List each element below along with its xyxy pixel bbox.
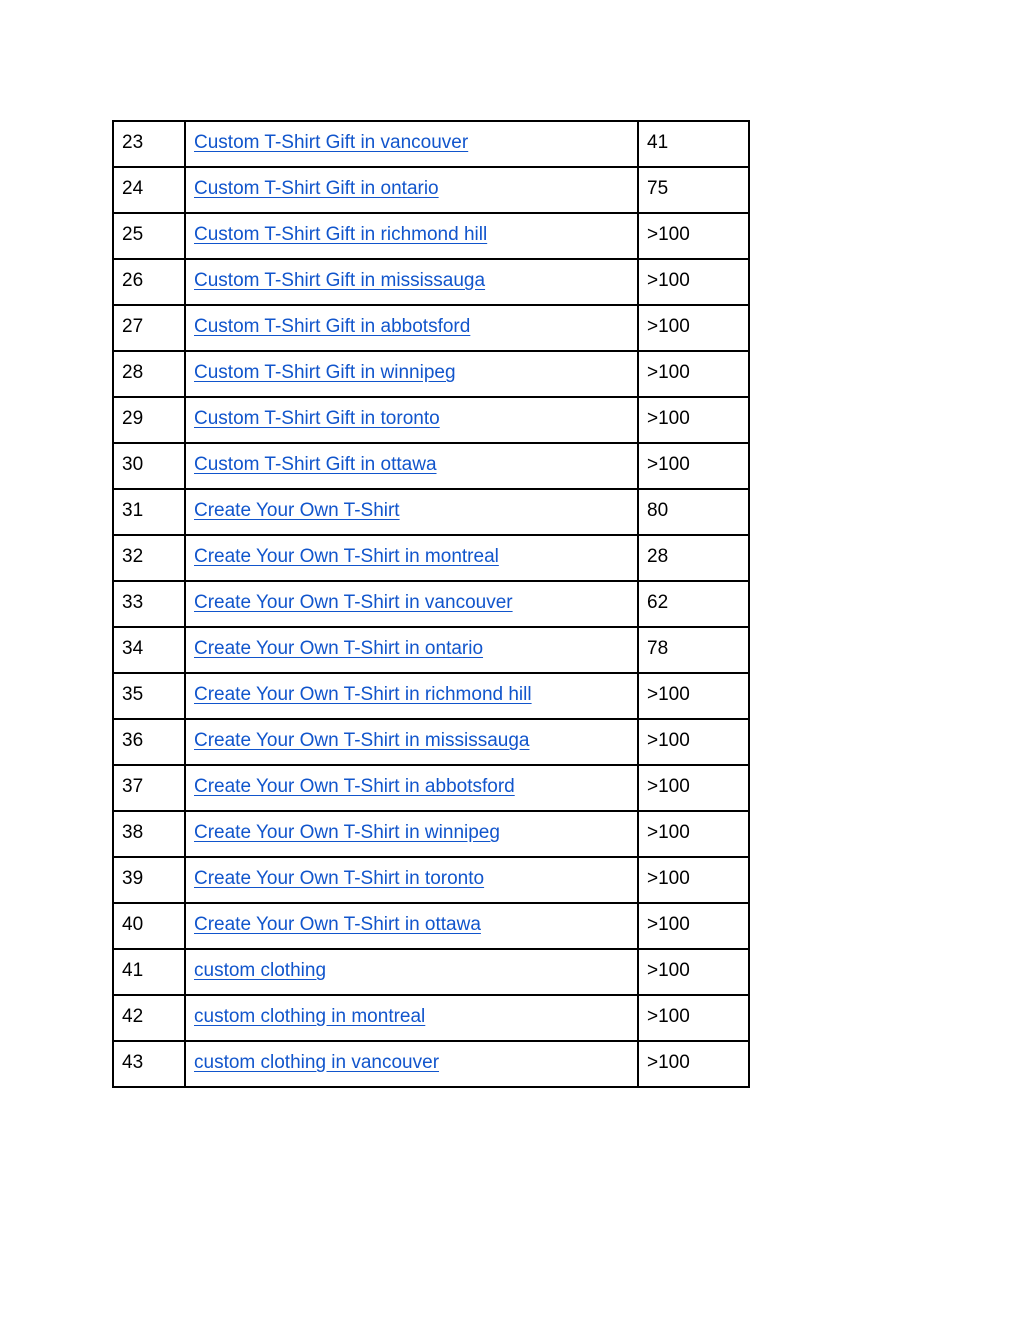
row-number-cell (113, 535, 185, 581)
keyword-link[interactable]: Create Your Own T-Shirt in montreal (194, 546, 499, 567)
keyword-cell-content (194, 904, 629, 936)
table-row (113, 305, 749, 351)
keyword-link[interactable]: Custom T-Shirt Gift in ontario (194, 178, 439, 199)
keyword-link[interactable]: Create Your Own T-Shirt (194, 500, 400, 521)
row-number: 43 (122, 1052, 144, 1073)
keyword-cell (185, 1041, 638, 1087)
keyword-cell (185, 121, 638, 167)
keyword-cell-content (194, 260, 629, 292)
keyword-link[interactable]: Create Your Own T-Shirt in richmond hill (194, 684, 532, 705)
rank-value: >100 (647, 408, 690, 429)
keyword-cell (185, 535, 638, 581)
rank-value: >100 (647, 454, 690, 475)
keyword-cell-content (194, 122, 629, 154)
keyword-link[interactable]: custom clothing in montreal (194, 1006, 426, 1027)
rank-value: 78 (647, 638, 669, 659)
keyword-cell (185, 397, 638, 443)
row-number: 36 (122, 730, 144, 751)
keyword-link[interactable]: Create Your Own T-Shirt in ottawa (194, 914, 481, 935)
rank-cell (638, 627, 749, 673)
keyword-cell (185, 443, 638, 489)
table-row (113, 397, 749, 443)
keyword-cell-content (194, 1042, 629, 1074)
keyword-link[interactable]: Custom T-Shirt Gift in mississauga (194, 270, 486, 291)
table-row (113, 535, 749, 581)
rank-value: >100 (647, 1052, 690, 1073)
row-number: 31 (122, 500, 144, 521)
row-number: 29 (122, 408, 144, 429)
row-number: 30 (122, 454, 144, 475)
table-row (113, 857, 749, 903)
rank-cell (638, 581, 749, 627)
rank-value: >100 (647, 960, 690, 981)
keyword-cell (185, 949, 638, 995)
rank-cell (638, 167, 749, 213)
table-row (113, 995, 749, 1041)
rank-cell (638, 443, 749, 489)
rank-value: >100 (647, 822, 690, 843)
keyword-cell (185, 581, 638, 627)
row-number-cell (113, 903, 185, 949)
row-number: 39 (122, 868, 144, 889)
keyword-cell (185, 627, 638, 673)
row-number: 42 (122, 1006, 144, 1027)
rank-cell (638, 213, 749, 259)
table-body (113, 121, 749, 1087)
row-number-cell (113, 351, 185, 397)
keyword-link[interactable]: Custom T-Shirt Gift in abbotsford (194, 316, 471, 337)
rank-cell (638, 1041, 749, 1087)
keyword-link[interactable]: Create Your Own T-Shirt in mississauga (194, 730, 530, 751)
rank-cell (638, 121, 749, 167)
table-row (113, 765, 749, 811)
keyword-link[interactable]: Create Your Own T-Shirt in toronto (194, 868, 485, 889)
keyword-link[interactable]: Custom T-Shirt Gift in vancouver (194, 132, 469, 153)
keyword-cell-content (194, 306, 629, 338)
rank-value: >100 (647, 914, 690, 935)
keyword-cell-content (194, 858, 629, 890)
table-row (113, 121, 749, 167)
keyword-link[interactable]: Create Your Own T-Shirt in ontario (194, 638, 484, 659)
keyword-cell-content (194, 214, 629, 246)
rank-cell (638, 305, 749, 351)
keyword-cell (185, 673, 638, 719)
keyword-cell (185, 719, 638, 765)
row-number-cell (113, 857, 185, 903)
row-number-cell (113, 811, 185, 857)
rank-cell (638, 765, 749, 811)
keyword-cell-content (194, 996, 629, 1028)
keyword-cell (185, 765, 638, 811)
row-number-cell (113, 673, 185, 719)
keyword-cell (185, 811, 638, 857)
keyword-ranking-table (112, 120, 750, 1088)
row-number: 23 (122, 132, 144, 153)
keyword-cell-content (194, 720, 629, 752)
row-number-cell (113, 305, 185, 351)
rank-cell (638, 903, 749, 949)
row-number: 25 (122, 224, 144, 245)
keyword-cell (185, 995, 638, 1041)
row-number-cell (113, 259, 185, 305)
table-row (113, 351, 749, 397)
row-number-cell (113, 167, 185, 213)
rank-value: 80 (647, 500, 669, 521)
keyword-cell (185, 489, 638, 535)
table-row (113, 673, 749, 719)
rank-value: 62 (647, 592, 669, 613)
row-number-cell (113, 765, 185, 811)
keyword-cell-content (194, 582, 629, 614)
row-number: 38 (122, 822, 144, 843)
row-number-cell (113, 213, 185, 259)
rank-cell (638, 995, 749, 1041)
row-number-cell (113, 995, 185, 1041)
rank-cell (638, 259, 749, 305)
rank-cell (638, 673, 749, 719)
row-number: 37 (122, 776, 144, 797)
rank-value: >100 (647, 868, 690, 889)
keyword-link[interactable]: Custom T-Shirt Gift in toronto (194, 408, 440, 429)
row-number-cell (113, 443, 185, 489)
table-row (113, 627, 749, 673)
keyword-cell-content (194, 812, 629, 844)
keyword-cell-content (194, 444, 629, 476)
row-number-cell (113, 121, 185, 167)
keyword-cell-content (194, 536, 629, 568)
keyword-link[interactable]: Create Your Own T-Shirt in vancouver (194, 592, 513, 613)
keyword-cell (185, 351, 638, 397)
table-row (113, 719, 749, 765)
rank-value: >100 (647, 316, 690, 337)
table-row (113, 949, 749, 995)
keyword-cell-content (194, 674, 629, 706)
row-number-cell (113, 949, 185, 995)
keyword-link[interactable]: Custom T-Shirt Gift in ottawa (194, 454, 437, 475)
keyword-cell-content (194, 168, 629, 200)
keyword-link[interactable]: Create Your Own T-Shirt in abbotsford (194, 776, 515, 797)
rank-cell (638, 397, 749, 443)
row-number-cell (113, 1041, 185, 1087)
row-number: 35 (122, 684, 144, 705)
rank-cell (638, 535, 749, 581)
row-number-cell (113, 581, 185, 627)
rank-cell (638, 949, 749, 995)
keyword-cell-content (194, 766, 629, 798)
table-row (113, 213, 749, 259)
row-number: 33 (122, 592, 144, 613)
row-number-cell (113, 397, 185, 443)
keyword-cell-content (194, 490, 629, 522)
keyword-cell (185, 857, 638, 903)
rank-value: >100 (647, 684, 690, 705)
keyword-cell-content (194, 398, 629, 430)
keyword-cell (185, 213, 638, 259)
keyword-cell (185, 305, 638, 351)
row-number: 28 (122, 362, 144, 383)
rank-cell (638, 857, 749, 903)
table-row (113, 581, 749, 627)
keyword-cell-content (194, 950, 629, 982)
rank-value: >100 (647, 730, 690, 751)
row-number: 24 (122, 178, 144, 199)
rank-cell (638, 351, 749, 397)
row-number: 40 (122, 914, 144, 935)
rank-value: >100 (647, 224, 690, 245)
rank-value: 75 (647, 178, 669, 199)
keyword-link[interactable]: Custom T-Shirt Gift in winnipeg (194, 362, 456, 383)
rank-value: 28 (647, 546, 669, 567)
table-row (113, 903, 749, 949)
rank-cell (638, 811, 749, 857)
row-number: 34 (122, 638, 144, 659)
row-number-cell (113, 627, 185, 673)
keyword-cell-content (194, 628, 629, 660)
keyword-link[interactable]: Create Your Own T-Shirt in winnipeg (194, 822, 500, 843)
table-row (113, 489, 749, 535)
rank-cell (638, 489, 749, 535)
keyword-link[interactable]: custom clothing (194, 960, 327, 981)
row-number: 32 (122, 546, 144, 567)
keyword-cell (185, 903, 638, 949)
keyword-link[interactable]: Custom T-Shirt Gift in richmond hill (194, 224, 488, 245)
table-row (113, 167, 749, 213)
row-number-cell (113, 489, 185, 535)
rank-value: 41 (647, 132, 669, 153)
row-number: 41 (122, 960, 144, 981)
table-row (113, 443, 749, 489)
keyword-link[interactable]: custom clothing in vancouver (194, 1052, 440, 1073)
row-number: 26 (122, 270, 144, 291)
rank-value: >100 (647, 1006, 690, 1027)
rank-value: >100 (647, 270, 690, 291)
row-number: 27 (122, 316, 144, 337)
table-row (113, 1041, 749, 1087)
keyword-cell-content (194, 352, 629, 384)
rank-cell (638, 719, 749, 765)
keyword-cell (185, 167, 638, 213)
row-number-cell (113, 719, 185, 765)
rank-value: >100 (647, 776, 690, 797)
rank-value: >100 (647, 362, 690, 383)
table-row (113, 811, 749, 857)
keyword-cell (185, 259, 638, 305)
table-row (113, 259, 749, 305)
